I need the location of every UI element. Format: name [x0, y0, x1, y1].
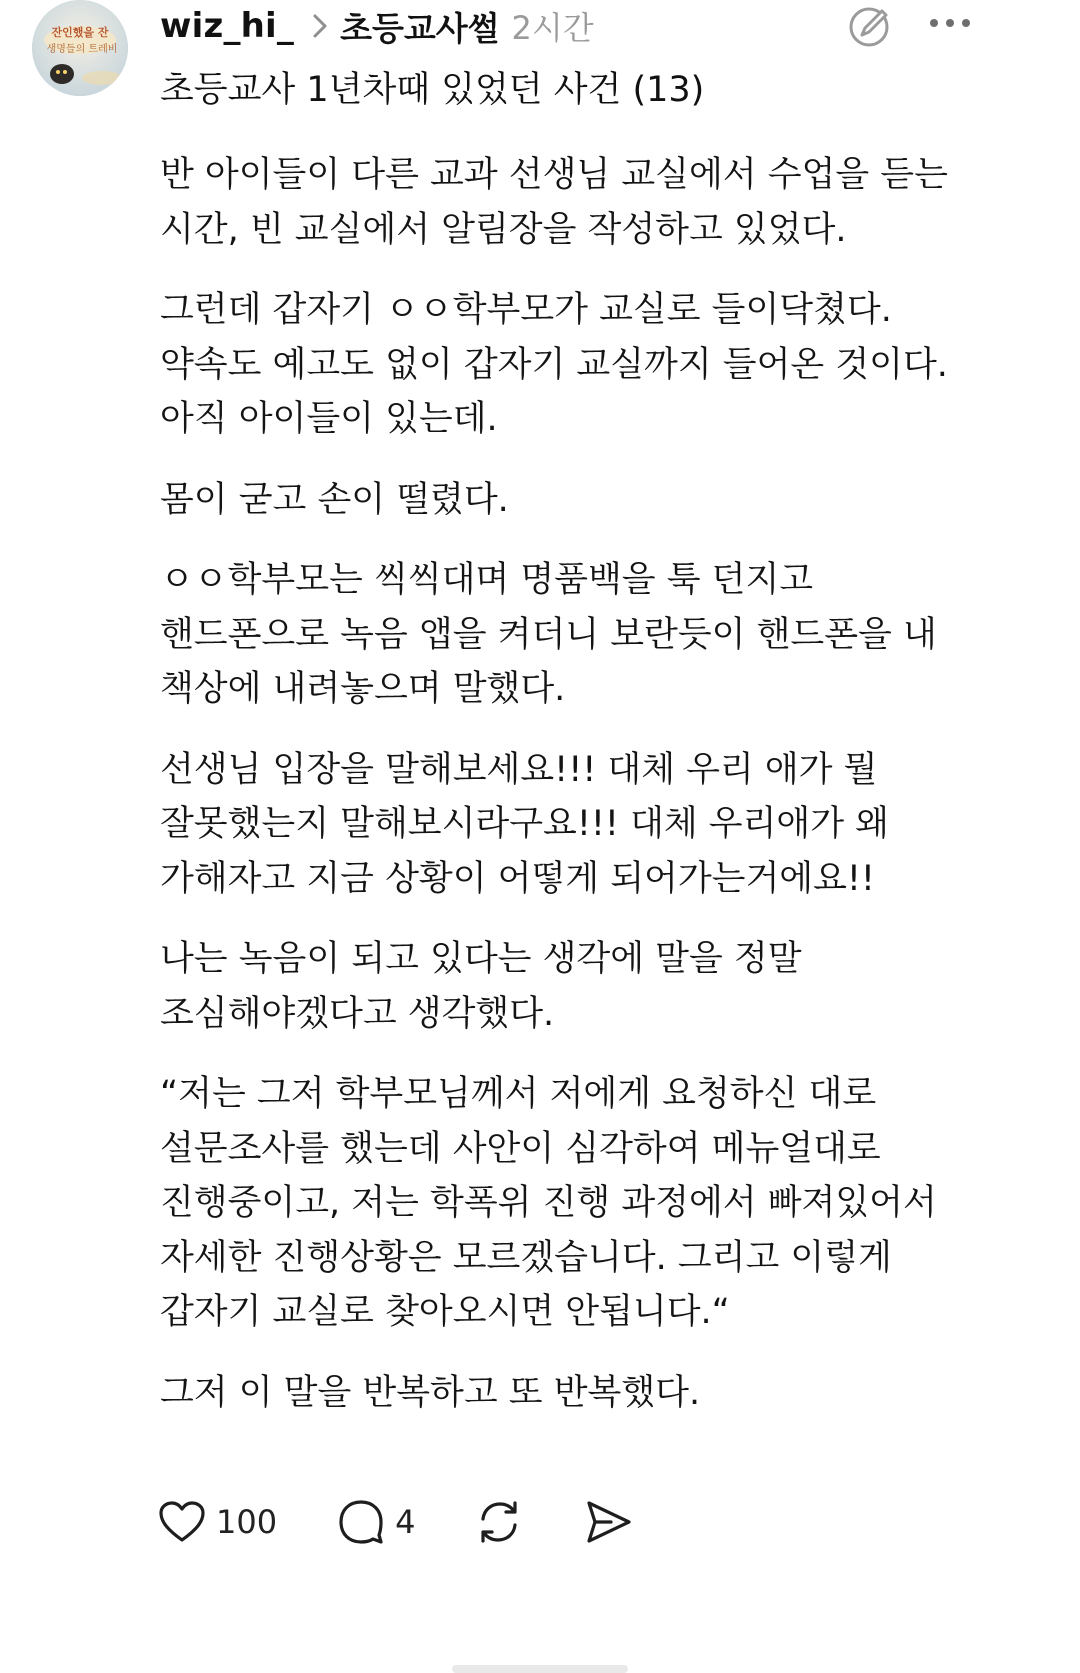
post-header — [160, 4, 594, 48]
post-text-line: 나는 녹음이 되고 있다는 생각에 말을 정말 — [160, 939, 802, 979]
post-paragraph — [160, 473, 960, 528]
comment-count: 4 — [395, 1503, 416, 1541]
more-icon[interactable] — [928, 10, 972, 36]
post-text-line: 설문조사를 했는데 사안이 심각하여 메뉴얼대로 — [160, 1128, 881, 1169]
like-button[interactable] — [158, 1500, 277, 1544]
post-text-line: 갑자기 교실로 찾아오시면 안됩니다.“ — [160, 1292, 730, 1332]
post-paragraph — [160, 743, 960, 907]
post-paragraph — [160, 1366, 960, 1421]
post-text-line: 선생님 입장을 말해보세요!!! 대체 우리 애가 뭘 — [160, 749, 878, 790]
post-text-line: 약속도 예고도 없이 갑자기 교실까지 들어온 것이다. — [160, 344, 948, 385]
avatar-logo-image — [32, 0, 128, 96]
svg-text:생명들의 트레비: 생명들의 트레비 — [46, 44, 118, 55]
post-paragraph — [160, 148, 960, 257]
post-text-line: 진행중이고, 저는 학폭위 진행 과정에서 빠져있어서 — [160, 1183, 937, 1223]
post-text-line: 반 아이들이 다른 교과 선생님 교실에서 수업을 듣는 — [160, 155, 948, 195]
post-text-line: 아직 아이들이 있는데. — [160, 399, 498, 439]
chevron-right-icon — [312, 13, 328, 39]
post-paragraph — [160, 1067, 960, 1340]
post-text-line: 핸드폰으로 녹음 앱을 켜더니 보란듯이 핸드폰을 내 — [160, 614, 937, 655]
repost-button[interactable] — [475, 1499, 523, 1545]
post-text-line: 책상에 내려놓으며 말했다. — [160, 669, 566, 709]
post-paragraph — [160, 553, 960, 717]
share-button[interactable] — [583, 1499, 633, 1545]
post-subtitle: 초등교사 1년차때 있었던 사건 (13) — [160, 70, 705, 110]
topic-tag[interactable]: 초등교사썰 — [340, 8, 500, 48]
action-bar — [158, 1494, 693, 1550]
post-text-line: “저는 그저 학부모님께서 저에게 요청하신 대로 — [160, 1074, 877, 1114]
heart-icon — [158, 1500, 206, 1544]
post-text-line: 자세한 진행상황은 모르겠습니다. 그리고 이렇게 — [160, 1237, 892, 1278]
post-body — [160, 148, 960, 1446]
like-count: 100 — [216, 1503, 278, 1541]
edit-icon[interactable] — [846, 2, 894, 50]
post-text-line: 가해자고 지금 상황이 어떻게 되어가는거에요!! — [160, 858, 875, 899]
repost-icon — [475, 1499, 523, 1545]
post-text-line: 그저 이 말을 반복하고 또 반복했다. — [160, 1372, 701, 1413]
post-paragraph — [160, 932, 960, 1041]
comment-icon — [337, 1499, 385, 1545]
comment-button[interactable] — [337, 1499, 415, 1545]
avatar[interactable] — [32, 0, 128, 96]
post-text-line: 시간, 빈 교실에서 알림장을 작성하고 있었다. — [160, 209, 847, 250]
post-time: 2시간 — [511, 9, 594, 47]
home-indicator — [452, 1665, 628, 1673]
post-paragraph — [160, 283, 960, 447]
svg-text:잔인했을 잔: 잔인했을 잔 — [51, 26, 109, 39]
post-text-line: 몸이 굳고 손이 떨렸다. — [160, 479, 509, 520]
post-text-line: 잘못했는지 말해보시라구요!!! 대체 우리애가 왜 — [160, 804, 889, 844]
share-icon — [583, 1499, 633, 1545]
username[interactable]: wiz_hi_ — [160, 6, 295, 46]
post-text-line: ㅇㅇ학부모는 씩씩대며 명품백을 툭 던지고 — [160, 560, 814, 600]
post-text-line: 그런데 갑자기 ㅇㅇ학부모가 교실로 들이닥쳤다. — [160, 290, 892, 330]
post-text-line: 조심해야겠다고 생각했다. — [160, 993, 555, 1034]
